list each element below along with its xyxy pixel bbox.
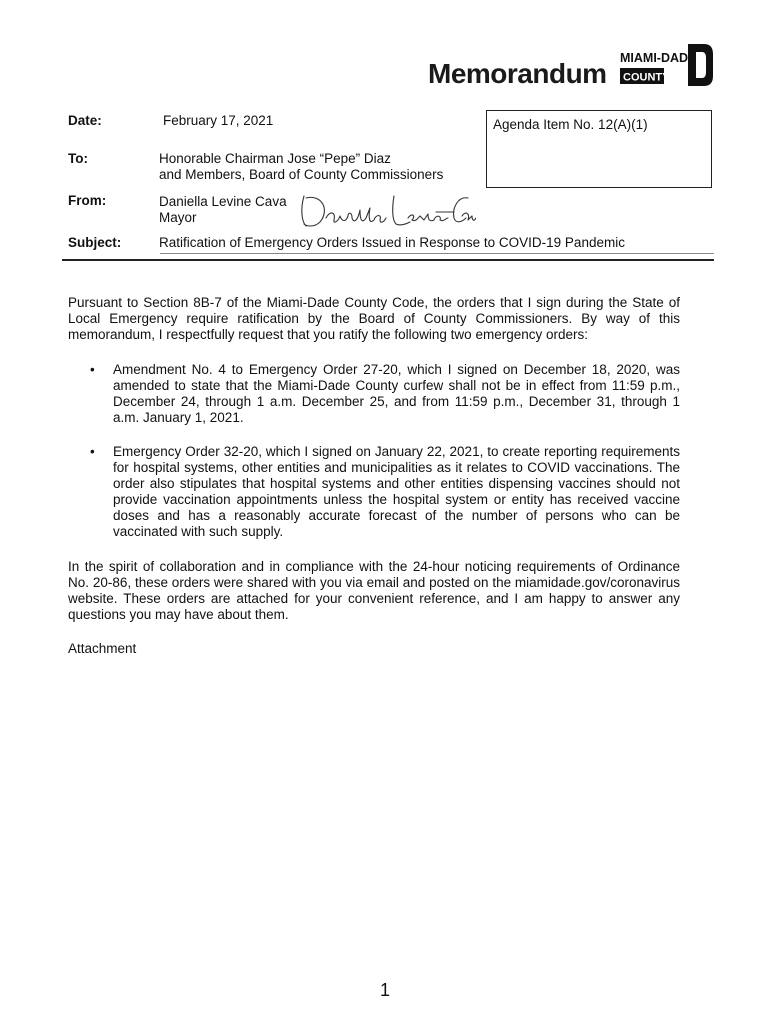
agenda-item-text: Agenda Item No. 12(A)(1)	[493, 117, 648, 132]
date-value: February 17, 2021	[163, 113, 274, 128]
bullet-marker: •	[90, 444, 95, 459]
logo-line2: COUNTY	[623, 71, 670, 84]
to-line-2: and Members, Board of County Commissioners	[159, 167, 444, 182]
attachment-label: Attachment	[68, 641, 137, 656]
to-label: To:	[68, 151, 88, 166]
from-line-2: Mayor	[159, 210, 197, 225]
agenda-item-box	[486, 110, 712, 188]
to-line-1: Honorable Chairman Jose “Pepe” Diaz	[159, 151, 391, 166]
page-number: 1	[379, 980, 390, 1000]
subject-value: Ratification of Emergency Orders Issued in Response to COVID-19 Pandemic	[159, 235, 625, 250]
subject-underline	[160, 253, 714, 254]
closing-paragraph: In the spirit of collaboration and in compliance with the 24-hour noticing requirements of Ordinance No. 20-86, these orders were shared with you via email and posted on the miamidade.gov/coronavirus website. These orders are attached for your convenient reference, and I am happy to answer any questions you may have about them.	[68, 559, 680, 622]
date-label: Date:	[68, 113, 102, 128]
from-line-1: Daniella Levine Cava	[159, 194, 287, 209]
bullet-item-1: Amendment No. 4 to Emergency Order 27-20, which I signed on December 18, 2020, was amended to state that the Miami-Dade County curfew shall not be in effect from 11:59 p.m., December 24, through 1 a.m. December 25, and from 11:59 p.m., December 31, through 1 a.m. January 1, 2021.	[113, 362, 680, 425]
intro-paragraph: Pursuant to Section 8B-7 of the Miami-Dade County Code, the orders that I sign during the State of Local Emergency require ratification by the Board of County Commissioners. By way of this memorandum, I respectfully request that you ratify the following two emergency orders:	[68, 295, 680, 342]
header-divider	[62, 259, 714, 261]
from-label: From:	[68, 193, 107, 208]
handwritten-signature	[296, 190, 476, 230]
bullet-item-2: Emergency Order 32-20, which I signed on January 22, 2021, to create reporting requirements for hospital systems, other entities and municipalities as it relates to COVID vaccinations. The order also stipulates that hospital systems and other entities dispensing vaccines should not provide vaccination appointments unless the hospital system or entity has received vaccine doses and has a reasonably accurate forecast of the number of persons who can be vaccinated with such supply.	[113, 444, 680, 539]
subject-label: Subject:	[68, 235, 122, 250]
bullet-marker: •	[90, 362, 95, 377]
memo-title: Memorandum	[428, 58, 607, 89]
logo-line1: MIAMI-DADE	[620, 51, 697, 65]
miami-dade-logo	[618, 42, 714, 88]
